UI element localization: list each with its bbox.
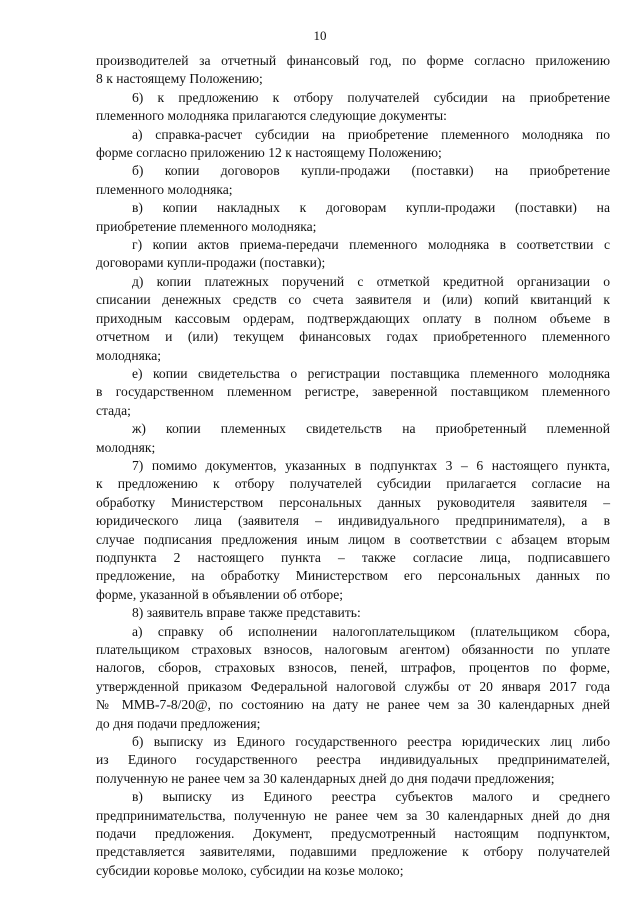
text-line: б) выписку из Единого государственного реестра юридических лиц либо	[132, 734, 610, 750]
text-line: 7) помимо документов, указанных в подпунктах 3 – 6 настоящего пункта,	[132, 457, 610, 473]
text-line: ж) копии племенных свидетельств на приобретенный племенной	[132, 421, 610, 437]
text-line: отчетном и (или) текущем финансовых годах приобретенного племенного	[96, 329, 610, 345]
text-line: приобретение племенного молодняка;	[96, 218, 317, 234]
document-body	[96, 52, 610, 880]
text-line: б) копии договоров купли-продажи (поставки) на приобретение	[132, 163, 610, 179]
text-line: в) копии накладных к договорам купли-продажи (поставки) на	[132, 200, 610, 216]
text-line: а) справка-расчет субсидии на приобретение племенного молодняка по	[132, 126, 610, 142]
text-line: к предложению к отбору получателей субсидии прилагается согласие на	[96, 476, 610, 492]
text-line: 8 к настоящему Положению;	[96, 71, 263, 87]
text-line: представляется заявителями, подавшими предложение к отбору получателей	[96, 844, 610, 860]
text-line: до дня подачи предложения;	[96, 715, 261, 731]
text-line: а) справку об исполнении налогоплательщиком (плательщиком сбора,	[132, 623, 610, 639]
text-line: субсидии коровье молоко, субсидии на козье молоко;	[96, 862, 404, 878]
text-line: юридического лица (заявителя – индивидуального предпринимателя), а в	[96, 513, 610, 529]
text-line: из Единого государственного реестра индивидуальных предпринимателей,	[96, 752, 610, 768]
text-line: племенного молодняка прилагаются следующие документы:	[96, 108, 447, 124]
text-line: подачи предложения. Документ, предусмотренный настоящим подпунктом,	[96, 826, 610, 842]
text-line: стада;	[96, 402, 131, 418]
text-line: налогов, сборов, страховых взносов, пеней, штрафов, процентов по форме,	[96, 660, 610, 676]
text-line: в) выписку из Единого реестра субъектов малого и среднего	[132, 789, 610, 805]
text-line: № ММВ-7-8/20@, по состоянию на дату не ранее чем за 30 календарных дней	[96, 697, 610, 713]
text-line: молодняка;	[96, 347, 162, 363]
text-line: е) копии свидетельства о регистрации поставщика племенного молодняка	[132, 365, 610, 381]
text-line: предпринимательства, полученную не ранее чем за 30 календарных дней до дня	[96, 807, 610, 823]
text-line: форме согласно приложению 12 к настоящему Положению;	[96, 145, 442, 161]
text-line: предложение, на обработку Министерством его персональных данных по	[96, 568, 610, 584]
text-line: списании денежных средств со счета заявителя и (или) копий квитанций к	[96, 292, 610, 308]
text-line: обработку Министерством персональных данных руководителя заявителя –	[96, 494, 610, 510]
page-number: 10	[313, 28, 327, 43]
text-line: подпункта 2 настоящего пункта – также согласие лица, подписавшего	[96, 549, 610, 565]
text-line: 6) к предложению к отбору получателей субсидии на приобретение	[132, 89, 610, 105]
text-line: договорами купли-продажи (поставки);	[96, 255, 326, 271]
text-line: производителей за отчетный финансовый год, по форме согласно приложению	[96, 53, 610, 68]
text-line: приходным кассовым ордерам, подтверждающих оплату в полном объеме в	[96, 310, 610, 326]
text-line: в государственном племенном регистре, заверенной поставщиком племенного	[96, 384, 610, 400]
text-line: полученную не ранее чем за 30 календарных дней до дня подачи предложения;	[96, 770, 555, 786]
text-line: д) копии платежных поручений с отметкой кредитной организации о	[132, 273, 610, 289]
text-line: плательщиком страховых взносов, налоговым агентом) обязанности по уплате	[96, 642, 610, 657]
text-line: племенного молодняка;	[96, 181, 233, 197]
text-line: молодняк;	[96, 439, 156, 455]
text-line: г) копии актов приема-передачи племенного молодняка в соответствии с	[132, 237, 610, 253]
text-line: утвержденной приказом Федеральной налоговой службы от 20 января 2017 года	[96, 678, 610, 694]
text-line: форме, указанной в объявлении об отборе;	[96, 586, 344, 602]
text-line: 8) заявитель вправе также представить:	[132, 605, 361, 621]
text-line: случае подписания предложения иным лицом в соответствии с абзацем вторым	[96, 531, 610, 547]
